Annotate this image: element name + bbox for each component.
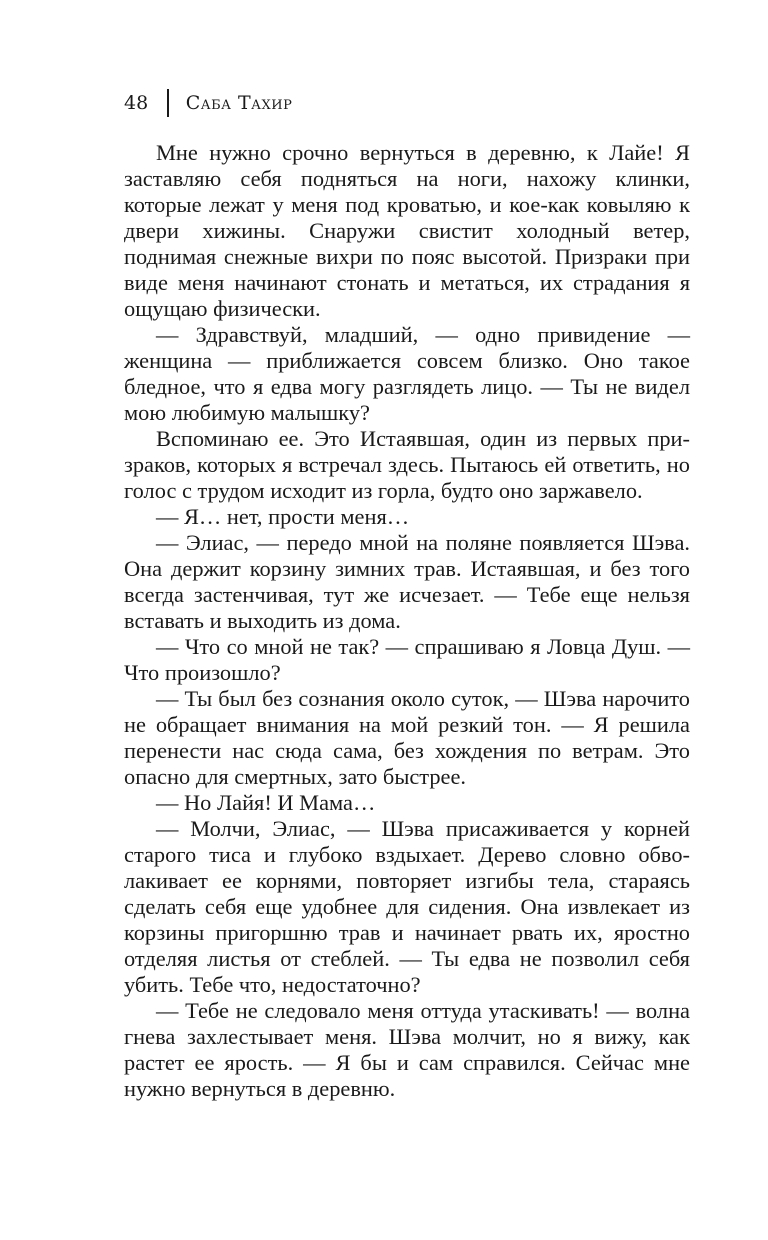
paragraph: Мне нужно срочно вернуться в деревню, к Лайе! Я заставляю себя подняться на ноги, нахожу клинки, которые лежат у меня под кроватью, и кое-как ковыляю к двери хижины. Снаружи свистит холодный ветер, поднимая снежные вихри по пояс высотой. Призраки при виде меня начинают стонать и метаться, их страдания я ощущаю физически.: [124, 140, 690, 321]
paragraph: — Элиас, — передо мной на поляне появляется Шэва. Она держит корзину зимних трав. Истаявшая, и без того всегда застенчивая, тут же исчезает. — Тебе еще нельзя вставать и выходить из дома.: [124, 530, 690, 633]
page-number: 48: [124, 92, 149, 114]
page-header: [124, 88, 292, 118]
running-title: Саба Тахир: [185, 92, 293, 114]
header-divider: [167, 89, 169, 117]
paragraph: — Тебе не следовало меня оттуда утаскивать! — волна гнева захлестывает меня. Шэва молчит, но я вижу, как растет ее ярость. — Я бы и сам справился. Сейчас мне нужно вернуться в деревню.: [124, 998, 690, 1101]
paragraph: — Что со мной не так? — спрашиваю я Ловца Душ. — Что произошло?: [124, 634, 690, 685]
paragraph: — Молчи, Элиас, — Шэва присаживается у корней старого тиса и глубоко вздыхает. Дерево словно обволакивает ее корнями, повторяет изгибы тела, стараясь сделать себя еще удобнее для сидения. Она извлекает из корзины пригоршню трав и начинает рвать их, яростно отделяя листья от стеблей. — Ты едва не позволил себя убить. Тебе что, недостаточно?: [124, 816, 690, 997]
paragraph: — Ты был без сознания около суток, — Шэва нарочито не обращает внимания на мой резкий тон. — Я решила перенести нас сюда сама, без хождения по ветрам. Это опасно для смертных, зато быстрее.: [124, 686, 690, 789]
paragraph: — Но Лайя! И Мама…: [156, 790, 376, 815]
paragraph: — Я… нет, прости меня…: [156, 504, 410, 529]
paragraph: — Здравствуй, младший, — одно привидение — женщина — приближается совсем близко. Оно такое бледное, что я едва могу разглядеть лицо. — Ты не видел мою любимую малышку?: [124, 322, 690, 425]
body-text: [124, 140, 690, 1102]
paragraph: Вспоминаю ее. Это Истаявшая, один из первых призраков, которых я встречал здесь. Пытаюсь ей ответить, но голос с трудом исходит из горла, будто оно заржавело.: [124, 426, 690, 503]
